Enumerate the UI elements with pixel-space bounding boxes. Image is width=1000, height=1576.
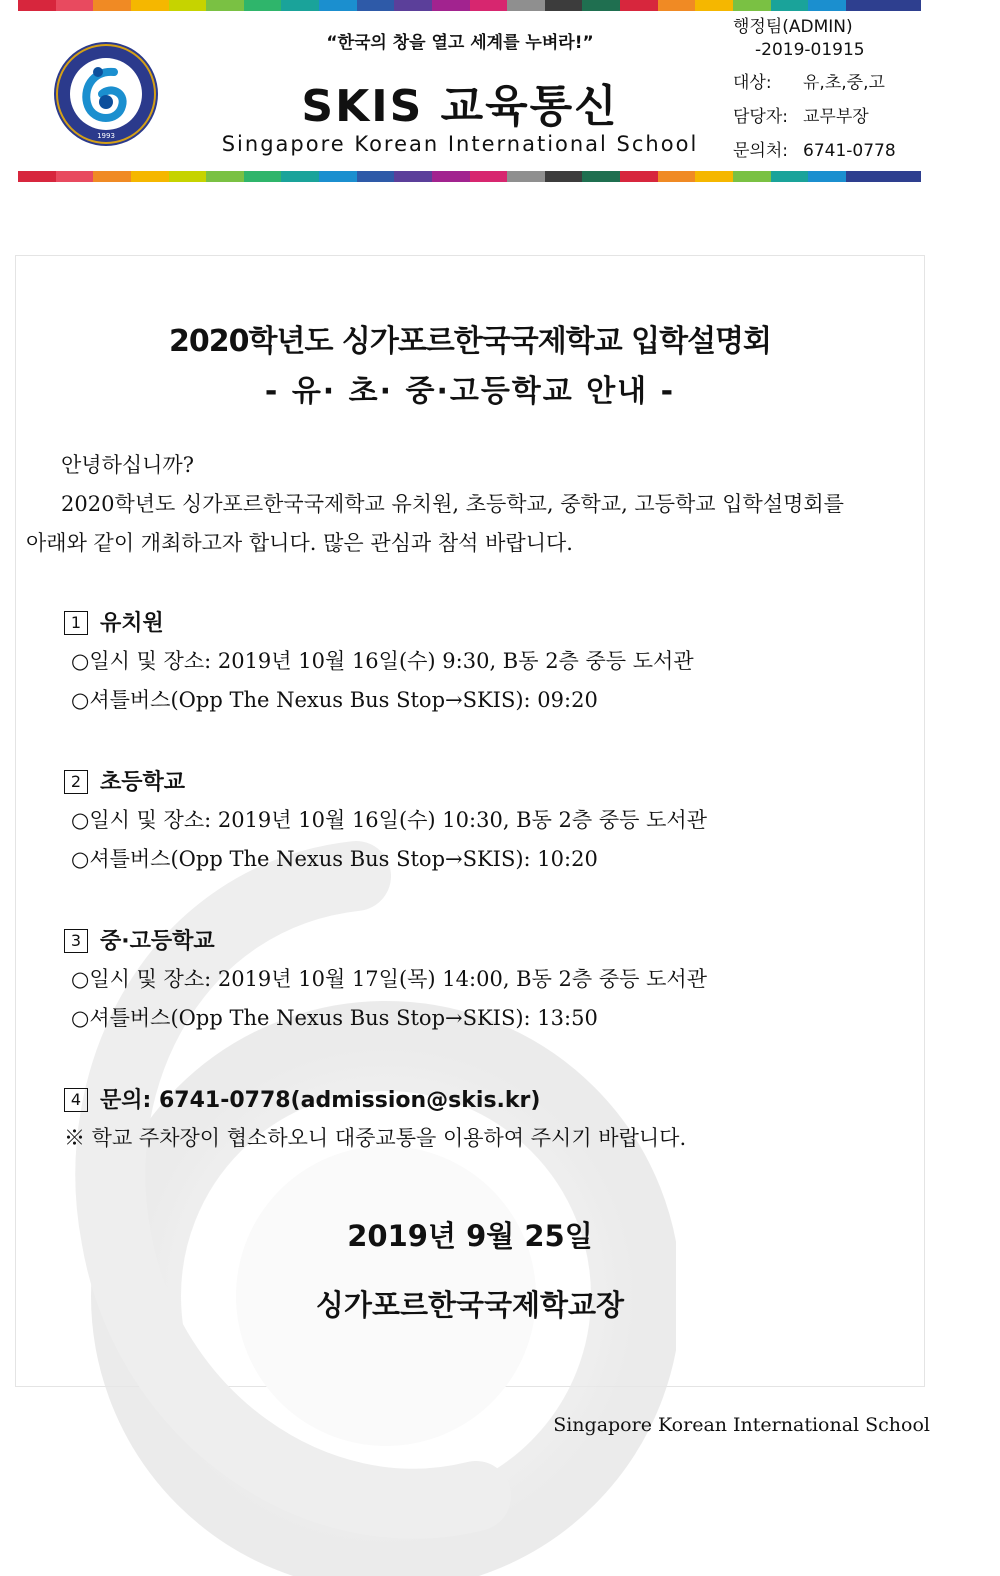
stripe-segment [357, 171, 395, 182]
stripe-segment [394, 171, 432, 182]
stripe-segment [620, 171, 658, 182]
meta-doc-code: -2019-01915 [755, 40, 865, 60]
meta-phone-value: 6741-0778 [803, 141, 896, 161]
meta-target-label: 대상: [733, 73, 772, 93]
header-color-stripe-bottom [18, 171, 921, 182]
section-number-box: 3 [64, 929, 88, 953]
notice-title: 2020학년도 싱가포르한국국제학교 입학설명회 [168, 324, 772, 359]
section-heading-label: 유치원 [100, 611, 164, 636]
stripe-segment [846, 0, 884, 11]
stripe-segment [470, 171, 508, 182]
stripe-segment [582, 0, 620, 11]
stripe-segment [281, 171, 319, 182]
footer-school-name: Singapore Korean International School [553, 1414, 930, 1436]
stripe-segment [18, 0, 56, 11]
stripe-segment [771, 0, 809, 11]
stripe-segment [56, 0, 94, 11]
meta-target [733, 72, 885, 94]
section-kindergarten-shuttle: ○셔틀버스(Opp The Nexus Bus Stop→SKIS): 09:20 [71, 688, 598, 712]
stripe-segment [545, 0, 583, 11]
school-logo [52, 40, 160, 148]
stripe-segment [620, 0, 658, 11]
section-elementary-schedule: ○일시 및 장소: 2019년 10월 16일(수) 10:30, B동 2층 중등 도서관 [71, 808, 707, 832]
stripe-segment [319, 171, 357, 182]
meta-contact [733, 106, 869, 128]
stripe-segment [695, 0, 733, 11]
stripe-segment [319, 0, 357, 11]
stripe-segment [131, 171, 169, 182]
stripe-segment [131, 0, 169, 11]
notice-date: 2019년 9월 25일 [347, 1219, 593, 1253]
section-number-box: 2 [64, 770, 88, 794]
section-kindergarten-schedule: ○일시 및 장소: 2019년 10월 16일(수) 9:30, B동 2층 중등 도서관 [71, 649, 694, 673]
section-secondary-shuttle: ○셔틀버스(Opp The Nexus Bus Stop→SKIS): 13:50 [71, 1006, 598, 1030]
meta-phone [733, 140, 896, 162]
logo-year: 1993 [97, 132, 115, 140]
stripe-segment [432, 171, 470, 182]
stripe-segment [169, 0, 207, 11]
stripe-segment [808, 171, 846, 182]
inquiry-text: 문의: 6741-0778(admission@skis.kr) [100, 1088, 541, 1113]
stripe-segment [206, 171, 244, 182]
section-inquiry-heading [64, 1083, 540, 1114]
section-number-box: 4 [64, 1088, 88, 1112]
stripe-segment [18, 171, 56, 182]
stripe-segment [507, 0, 545, 11]
stripe-segment [244, 0, 282, 11]
intro-line-1: 2020학년도 싱가포르한국국제학교 유치원, 초등학교, 중학교, 고등학교 입학설명회를 [61, 492, 844, 516]
stripe-segment [658, 171, 696, 182]
stripe-segment [56, 171, 94, 182]
stripe-segment [695, 171, 733, 182]
stripe-segment [545, 171, 583, 182]
stripe-segment [432, 0, 470, 11]
stripe-segment [883, 171, 921, 182]
section-kindergarten-heading [64, 606, 164, 637]
stripe-segment [470, 0, 508, 11]
section-secondary-heading [64, 924, 215, 955]
stripe-segment [206, 0, 244, 11]
stripe-segment [169, 171, 207, 182]
newsletter-title: SKIS 교육통신 [301, 81, 619, 132]
principal-signature: 싱가포르한국국제학교장 [315, 1288, 625, 1322]
stripe-segment [771, 171, 809, 182]
meta-contact-label: 담당자: [733, 107, 788, 127]
meta-contact-value: 교무부장 [803, 107, 869, 127]
stripe-segment [582, 171, 620, 182]
greeting: 안녕하십니까? [61, 453, 194, 477]
stripe-segment [93, 0, 131, 11]
meta-target-value: 유,초,중,고 [803, 73, 885, 93]
stripe-segment [244, 171, 282, 182]
stripe-segment [281, 0, 319, 11]
stripe-segment [883, 0, 921, 11]
stripe-segment [733, 0, 771, 11]
notice-document [15, 255, 925, 1387]
stripe-segment [357, 0, 395, 11]
parking-note: ※ 학교 주차장이 협소하오니 대중교통을 이용하여 주시기 바랍니다. [64, 1126, 687, 1150]
section-elementary-shuttle: ○셔틀버스(Opp The Nexus Bus Stop→SKIS): 10:20 [71, 847, 598, 871]
notice-subtitle: - 유· 초· 중·고등학교 안내 - [264, 374, 676, 409]
section-heading-label: 중·고등학교 [100, 929, 215, 954]
intro-line-2: 아래와 같이 개최하고자 합니다. 많은 관심과 참석 바랍니다. [26, 531, 573, 555]
meta-team: 행정팀(ADMIN) [733, 17, 853, 37]
school-english-name: Singapore Korean International School [221, 132, 699, 156]
section-secondary-schedule: ○일시 및 장소: 2019년 10월 17일(목) 14:00, B동 2층 중등 도서관 [71, 967, 707, 991]
header-slogan: “한국의 창을 열고 세계를 누벼라!” [326, 33, 594, 53]
meta-phone-label: 문의처: [733, 141, 788, 161]
section-elementary-heading [64, 765, 185, 796]
stripe-segment [846, 171, 884, 182]
stripe-segment [394, 0, 432, 11]
stripe-segment [658, 0, 696, 11]
header-color-stripe-top [18, 0, 921, 11]
section-number-box: 1 [64, 611, 88, 635]
stripe-segment [808, 0, 846, 11]
stripe-segment [93, 171, 131, 182]
stripe-segment [733, 171, 771, 182]
stripe-segment [507, 171, 545, 182]
section-heading-label: 초등학교 [100, 770, 186, 795]
